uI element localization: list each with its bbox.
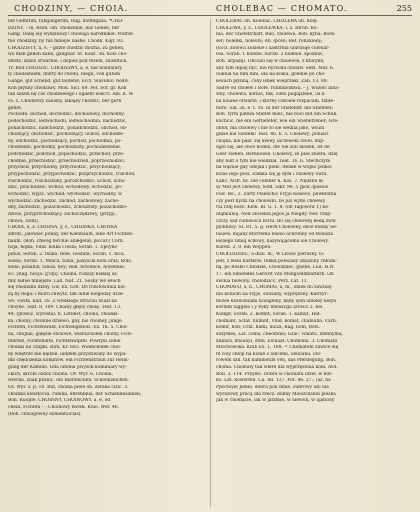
text-line: (Eccl. xolowa xoxlebe i xasttrma ubirusqe colonar- xyxy=(216,45,330,51)
text-line: CHOLEWA, y, ż., CHOLEWKA, i, ż. zdrob. Ko- xyxy=(216,25,318,31)
text-line: Fior. Bo., 2. Zarty Pisenchic Fryju nosiece, pewkbitna xyxy=(216,192,337,198)
text-line: choinki na czapki. Birk. Kr. 683. Wiemchołek choi- xyxy=(8,345,122,351)
text-line: CHOLEBAC ob. Kolebać. CHOLEBA ob. Kolę. xyxy=(216,19,319,24)
text-line: nia, der Stiefelfchaft, Bilo, cholewa, Boh. kyba; Bolw. xyxy=(216,32,336,38)
text-line: Sadre od cholew i Bofe, runnnnomwa. – J. Wszelc abla- xyxy=(216,85,340,91)
text-line: wiecha, znak piwnic, ein Bierzeichen, Schenkzeichen. xyxy=(8,378,130,384)
text-line: hoja, hojka, Vind. hoika i iwila; Sorab. 1. Spoyne xyxy=(8,245,117,251)
text-line: CHOMATO, a, n., CHOMAT, a, m., oblék do zawinię- xyxy=(216,285,333,291)
text-line: Koń płynny chodziwy. Mon. Sicl. 69. Pet. Sor. gr. Koń xyxy=(8,85,127,91)
text-line: na kolane otwarte, i którey cokolek rozpacam, tabfe- xyxy=(216,98,335,104)
text-line: Gange, gut schend, gut laufend; Eccl. Slavonic: hodiv. xyxy=(8,78,130,84)
text-line: dła chędożenia kominów, ein Fichtenstrauß zur Reini- xyxy=(8,358,130,364)
text-line: ny wnętrze nie będzie, iaddem przystiwany do wypa- xyxy=(8,351,127,357)
text-line: czczy osd cuduwoca hcitu. Bo się chołowej bedą zwsl xyxy=(216,218,336,224)
text-line: Pochodn. dochód, dochodzić, dochodowy, dochodny, xyxy=(8,112,125,118)
page-number: 255 xyxy=(396,4,412,13)
text-line: chowa, żołdi). xyxy=(8,218,40,224)
text-line: gung der Kamine. Oda ominia pwysok kominiary wy- xyxy=(8,365,127,371)
text-line: wyrazowy pracą dla rzecz. dobny Mieszczanin pleśka xyxy=(216,391,336,397)
text-line: miy ładue mniejsze. Lad. Nat. 21. Sosny we włóch xyxy=(8,278,121,284)
text-line: ble Gefhrlim, fußgängerim; Rag. hodtegliza. *CHO- xyxy=(8,19,124,24)
text-line: korlum taggelo i y bylly mleazcgu Izrosci 2, bei xyxy=(216,305,323,311)
text-line: chodzący, obchodzić, pochodzący, uchód, odchodze- xyxy=(8,132,125,138)
text-line: 44. (przecz. wyrosła). b. Lotbest, choina, choinki- xyxy=(8,311,119,317)
text-line: rowem szll. tak kummetim ven, das Pferdegung. Boh. xyxy=(216,358,337,364)
text-line: kuchcić, nie ein Geftiefeter, wie ein Stiefeltreber; Gre- xyxy=(216,118,339,124)
text-line: Ov. Wyr. s. p. 10. But, choina piele ob, zaraka cizic. 3. xyxy=(8,385,129,391)
text-line: Boll. 3, 114. Przyels. Dobra w chomatu idzie, w kut- xyxy=(216,371,333,377)
text-line: wo man gehen kann, gangbar. St. Kasz. 3n. Kolo cho- xyxy=(8,52,128,58)
text-line: Kumpf; Sorab. 2. komnt; Sorab. 1. kamut, Hat. xyxy=(216,311,322,317)
text-line: ckich, skrobi ozdoz choina. Ov. Wyr. 6. Choina, xyxy=(8,371,113,377)
text-line: dzicie, przyprzchodzący, zachoczędziwy, (przyp., xyxy=(8,212,117,218)
text-line: zą by doga: i muro chwyts, tak lubie niegoday drze- xyxy=(8,291,125,297)
text-line: wychodzić; zachodzić, zachód, zachodowy, zacho- xyxy=(8,198,120,204)
text-line: rozchodzić, rozchodziny, porozchodzić; uchód, ucho- xyxy=(8,178,126,184)
text-line: aby tym lepiej być, nie hyrwała cholaw. Sekl. Mar. 6. xyxy=(216,65,335,71)
text-line: te coly chlop na konie z lokcemi, obloianu, oto- xyxy=(216,351,322,357)
text-line: 17. ein lubiendes Gericht von Mengolddblättern. Ob xyxy=(216,271,334,277)
text-line: rea. Sorab. 1 holene, Sorab. 2 holenie. spodnie; xyxy=(216,52,324,58)
text-line: Gang. Dalej się wydziwszy! chowaja narodnikół: Podrze xyxy=(8,32,133,38)
text-line: wny, cholewa, aotnia, Bik, ciebi pogiązlene, 3a k xyxy=(216,92,325,98)
text-line: choma. Chomaty tak wlere dla wyprzężenia koni. Ard. xyxy=(216,365,338,371)
text-line: tuo chodziny, by tuž mniejw nashe. Chodk. Kajt. 83. xyxy=(8,38,125,44)
text-line: Łańc. Ardr. Iw. Die comber h. Kos. 7. Nędzne lę- xyxy=(216,178,325,184)
text-line: fasiew, mijaby którremu mieso ochronny od Bolusza xyxy=(216,232,334,237)
text-line: ły chodzeniem, dobry do chodu, biegu, von gutem xyxy=(8,72,121,78)
text-line: ko, Lat. kowerfen. Ca. Ad. 137. Pot. 48. 27.; (aż, na xyxy=(216,378,331,384)
text-line: podochodzić, ledwochodu, ledwochodnia, nachodzić, xyxy=(8,118,127,124)
text-line: chein, Fichten – ; Choinowy borek. Kluo. Wor. 46. xyxy=(8,405,119,411)
text-line: Boh. Kuopfe. CHOINNY, CHOINOWY, a, e, od xyxy=(8,398,111,404)
text-line: przychód, przychodny, przychodzić, przychodzący; xyxy=(8,165,122,171)
text-line: ną, po Rośko Chłodzie, Cholodziec, gnene, Lud. H.N. xyxy=(216,265,335,271)
text-line: xnnnra, mwanyi, stmi, Ewnaat. Chomona. 3. Chomata xyxy=(216,338,338,344)
text-line: pyddliwy. St. 81, 5. g. Hevk Cholewey, dece kleiny Se- xyxy=(216,225,338,231)
text-line: Na rzhj boso. Klon. Bl. G. 1. 8. (ob Tagowow 1) be- xyxy=(216,205,330,211)
text-line: ser; holenki, holeufs; Ab. lpčeli; Ref. ronaxawą; xyxy=(216,38,323,44)
column-divider xyxy=(210,19,211,507)
text-line: Suknia na nim mni, ida na kolka, gołenie po cho- xyxy=(216,72,326,78)
text-line: gdzie nie Siedem! Teat. 46, 6. 5. Cholewy; pobiaci xyxy=(216,132,329,138)
text-line: tak sidzin bę coś chodzewego i ognem wieccl. Alb. n. W. xyxy=(8,92,134,98)
text-line: komit, hon; Crat. hami, moza, Rag. hom, Rofs. xyxy=(216,325,320,331)
text-line: (Boh. chwogowny exmentiocias). xyxy=(8,411,82,417)
text-line: gehet. xyxy=(8,105,23,111)
text-line: aby nikt o tym nie wiedział. Teat. 16, 6. Stechczym xyxy=(216,158,331,164)
text-line: na, chojnal, gałęzie choiowe, wiersichołek choiny, Fich- xyxy=(8,331,133,337)
text-line: jest, z lesni baztkow, rekkd potezaey zmazony chłoda- xyxy=(216,258,337,264)
text-line: hure. Sał. 3a. e. t. 16. in der Stiefelfdr, die Stiefelet; xyxy=(216,105,333,111)
text-line: pinus; Sorab. 2. tsuka, feile, Gesfahl; Sorab. 1. hica, xyxy=(8,251,126,257)
text-line: nia koniom na szyje, sliwiany, wyprężony, Kierzyr- xyxy=(216,291,329,297)
text-line: obfol, ma cholewy i nie to sie wedlia jako, wsuni xyxy=(216,125,325,131)
text-line: dzić, pouchodzić; wchód, wchodowy, wchodzić, po- xyxy=(8,185,123,191)
text-line: Boh. arpadą). Obcoali się w cholewie, z którymi, xyxy=(216,58,325,64)
text-line: tenreiß, Fichtenäfte, Fichtenwipfel. Powtyki sobie xyxy=(8,338,121,344)
text-line: CHODZISTY, a, e, – gdzie chodzić można, zu gehen, xyxy=(8,45,125,51)
text-line: ny, odchodzić, pochodzący, pochód, pochodnia, po- xyxy=(8,138,122,144)
text-line: Fichten, Fichtenwald, Fichtengehölz. Ex. Th. 5. Choi- xyxy=(8,325,128,331)
text-line: dzisto, kinez otwarnie, i dopiez pod tezem, zeisstlich. xyxy=(8,58,128,64)
text-line: CHOIA, ii, ż. CHOINA, y, ż., CHOINKA, CHOYKA xyxy=(8,225,118,231)
text-line: wchodzić; wyjść, wychód; wychodzić, wychodny, w xyxy=(8,192,122,198)
text-line: chodnie, przechodzić, przechodzień, poprzechodzić; xyxy=(8,158,126,164)
text-line: wo. Switk. kud. 3S. Z wielkiego strachu wlazł na xyxy=(8,298,117,304)
text-line: ugol się, ale choe hoden, die Sie zoll moden, ist de xyxy=(216,145,330,151)
text-line: mowe lizewaniami Kolagleny, baby iyen obloley kelyn xyxy=(216,298,337,304)
text-line: chomant, Sclav. humint, Vind. komat, chamuba, Carn. xyxy=(216,318,338,324)
text-line: się choinami dziny. Gw. Ex. 638. Do rozstowania bio- xyxy=(8,285,127,291)
text-line: xoda: ponabiz; Sinon. hoy; Boh. hovonice, hoyennie; xyxy=(8,265,126,271)
left-text-column xyxy=(8,19,204,509)
text-line: Tr. Bod CHODZIĆ, CHODZIWY, a, e, nie nondulary xyxy=(8,65,122,71)
text-line: Ppochiyie Jiebie, dobra pon mnie, żubrowy ubi nie xyxy=(216,385,329,391)
text-line: CHOŁODZIEC, a dlzu. m., W Litwie pierwiny, to xyxy=(216,251,324,257)
text-line: Kuren. 3, 9. ein Woppen. xyxy=(216,245,272,251)
text-line: zdrob., jałowiec ponny, der Kienbaum, eine Art Fichten- xyxy=(8,232,134,237)
text-line: Ec. [Rag. hocja: g'olji]. Choina, rodzay niskiej sz; xyxy=(8,271,118,277)
text-line: lesnego timiq scdowy, nazywającemu sie Cholewy. xyxy=(216,238,329,244)
text-line: Mlochowska. Klub Ex. 1, 188. = Chomatem zawice się xyxy=(216,345,339,351)
text-line: chojka, nie palić się kiwey, laczewski Stoel, dup- xyxy=(216,138,325,144)
text-line: Boh. tyrm pateza Stiefet mieć, nie buci mit ein Schub, xyxy=(216,112,338,118)
text-line: ponachodzić, nadchodzić, ponadchodzić, obchód, ob- xyxy=(8,125,128,131)
text-line: choyke. Teat. 8, 109. Choiny głęby choię. Teat. 13. xyxy=(8,305,122,311)
text-line: na wąsuie gay odejan i pedo, ltenke w wujko pomoi xyxy=(216,165,332,171)
text-line: Geer ziehen. Bernhowie. Cholewy, że plas zbiera, dzię xyxy=(216,152,338,158)
text-line: baum. (Boh. chwog ferchie ablegend; piccar.) Corn. xyxy=(8,238,125,244)
text-line: dny, zachodzić, pozachodzić, zchodzisty, pozachodzo- xyxy=(8,205,128,211)
text-line: cs. 5. Chodzewy zalosny, lakiąey chodzić, ber gern xyxy=(8,98,122,104)
text-line: śy Mid jest cholewy, Sołd. Sikr. 98. 5 [pod 3poesis xyxy=(216,185,329,191)
text-line: przypochodzić, przypochodzić, pozprzychodzić, rozchód, xyxy=(8,172,136,178)
text-line: chodzenie, pochodny, pochodzisty, pochodzisienie, xyxy=(8,145,122,151)
text-line: DZINY, – in, Bosh. om. chodzenie, bas Gehen, ber xyxy=(8,25,120,31)
text-line: podchodzić, podchód, popochodzić, przechód, prze- xyxy=(8,152,125,158)
left-running-head: CHODZINY, — CHOIA. xyxy=(14,4,129,13)
text-line: Jak w chomącie, iak w jarzmie, w niewoli, w ujationy xyxy=(216,398,335,404)
right-running-head: CHOLEBAC — CHOMATO. xyxy=(216,4,348,13)
text-line: sosna; Sorab. 1. Mnica, tolna, pazyscki koni oraz; Rofs. xyxy=(8,258,133,264)
right-text-column xyxy=(216,19,412,509)
text-line: choinka kleistocza, rubina, ehrenbnia, der Schlehensamen; xyxy=(8,391,142,397)
header-rule xyxy=(8,15,412,16)
text-line: ka, choiny, choinne drzewo, gay, las choiney, junge xyxy=(8,318,122,324)
text-line: swinia bolwiny, cholodzicc, Perz. Łat. 11. xyxy=(216,278,309,284)
text-line: kolas iego pośi, Zamka się ję dym i cholewy owni, xyxy=(216,172,328,178)
text-line: lewach płynną, coby ishek wieprzaki. Zab. 13. 89. xyxy=(216,78,329,84)
text-line: xoxymes; Lat. coma, cheomma; Grac. vonatu, xmnnyma; xyxy=(216,331,343,337)
text-line: ofąmiunoj. Nod obciekla jegos ja Niegdy. Ner. rzep- xyxy=(216,212,332,218)
text-line: czy jiest hydzi na cholewki, bo już wymi cholewy xyxy=(216,198,326,204)
